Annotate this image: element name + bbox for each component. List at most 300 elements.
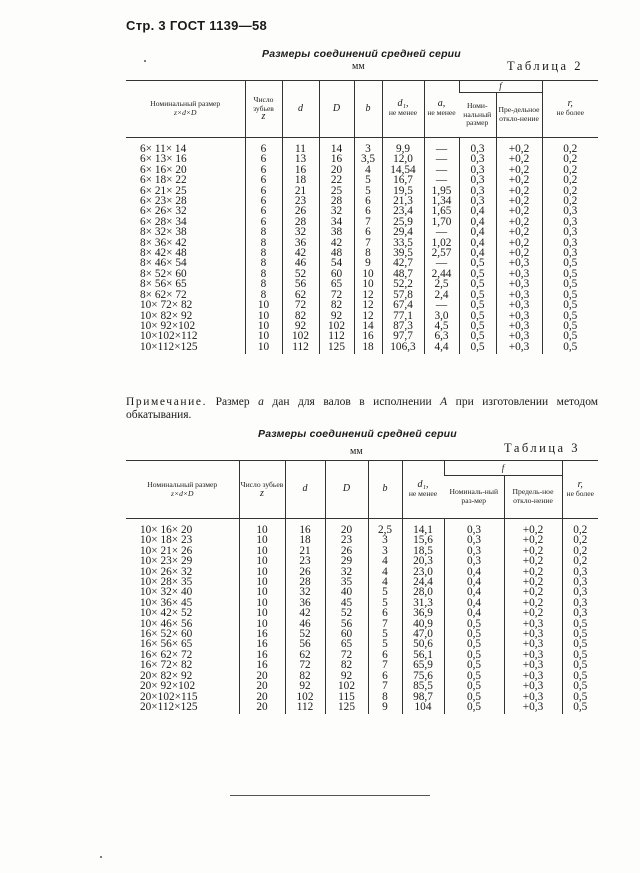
b-cell: 8: [368, 692, 402, 702]
col-D-header: D: [319, 81, 354, 138]
b-cell: 5: [368, 587, 402, 597]
a-cell: —: [424, 258, 459, 268]
col-d1-header: d₁, не менее: [402, 461, 444, 519]
D-cell: 45: [325, 598, 368, 608]
r-cell: 0,2: [562, 546, 598, 556]
teeth-cell: 10: [245, 311, 282, 321]
col-d1-header: d₁, не менее: [382, 81, 424, 138]
d1-cell: 21,3: [382, 196, 424, 206]
d-cell: 36: [282, 238, 319, 248]
b-cell: 2,5: [368, 519, 402, 536]
d-cell: 28: [282, 217, 319, 227]
d-cell: 52: [285, 629, 325, 639]
b-cell: 6: [354, 196, 382, 206]
f-deviation-cell: +0,2: [504, 535, 562, 545]
nominal-cell: 10× 82× 92: [140, 309, 193, 322]
nominal-cell: 6× 28× 34: [140, 215, 187, 228]
col-f-deviation-header: Пре-дельное откло-нение: [496, 93, 542, 138]
r-cell: 0,5: [562, 629, 598, 639]
a-cell: —: [424, 300, 459, 310]
d-cell: 16: [285, 519, 325, 536]
f-nominal-cell: 0,5: [459, 331, 496, 341]
f-deviation-cell: +0,3: [504, 629, 562, 639]
a-cell: —: [424, 165, 459, 175]
D-cell: 112: [319, 331, 354, 341]
teeth-cell: 10: [239, 519, 285, 536]
f-nominal-cell: 0,4: [444, 567, 504, 577]
nominal-cell: 10× 46× 56: [140, 617, 193, 630]
b-cell: 7: [354, 238, 382, 248]
d1-cell: 28,0: [402, 587, 444, 597]
f-nominal-cell: 0,3: [459, 186, 496, 196]
d1-cell: 67,4: [382, 300, 424, 310]
table3-unit: мм: [350, 446, 363, 457]
f-deviation-cell: +0,2: [504, 587, 562, 597]
b-cell: 4: [368, 556, 402, 566]
teeth-cell: 16: [239, 650, 285, 660]
d1-cell: 97,7: [382, 331, 424, 341]
col-b-header: b: [354, 81, 382, 138]
r-cell: 0,5: [562, 650, 598, 660]
nominal-cell: 6× 16× 20: [140, 163, 187, 176]
r-cell: 0,2: [542, 165, 598, 175]
table3-label: Таблица 3: [504, 441, 580, 455]
f-nominal-cell: 0,5: [444, 671, 504, 681]
f-nominal-cell: 0,3: [444, 519, 504, 536]
table3: [126, 460, 598, 714]
r-cell: 0,2: [542, 154, 598, 164]
D-cell: 102: [325, 681, 368, 691]
d-cell: 72: [285, 660, 325, 670]
b-cell: 7: [354, 217, 382, 227]
f-deviation-cell: +0,3: [504, 639, 562, 649]
nominal-cell: 10× 18× 23: [140, 534, 193, 547]
d-cell: 92: [285, 681, 325, 691]
note-lead: Примечание.: [126, 396, 208, 408]
r-cell: 0,3: [562, 577, 598, 587]
r-cell: 0,3: [562, 598, 598, 608]
teeth-cell: 10: [245, 342, 282, 354]
f-nominal-cell: 0,5: [444, 639, 504, 649]
d-cell: 46: [285, 619, 325, 629]
f-nominal-cell: 0,3: [459, 138, 496, 155]
D-cell: 14: [319, 138, 354, 155]
table2-note: [126, 396, 598, 422]
table-row: [126, 681, 598, 691]
nominal-cell: 16× 56× 65: [140, 638, 193, 651]
d1-cell: 65,9: [402, 660, 444, 670]
b-cell: 5: [354, 175, 382, 185]
r-cell: 0,3: [542, 217, 598, 227]
nominal-cell: 16× 52× 60: [140, 628, 193, 641]
f-deviation-cell: +0,2: [496, 186, 542, 196]
f-nominal-cell: 0,5: [459, 342, 496, 354]
d1-cell: 40,9: [402, 619, 444, 629]
d-cell: 42: [282, 248, 319, 258]
b-cell: 3: [368, 535, 402, 545]
table2-unit: мм: [352, 61, 365, 72]
teeth-cell: 8: [245, 269, 282, 279]
f-deviation-cell: +0,3: [496, 290, 542, 300]
r-cell: 0,2: [542, 186, 598, 196]
f-deviation-cell: +0,2: [504, 546, 562, 556]
nominal-cell: 8× 52× 60: [140, 267, 187, 280]
d-cell: 52: [282, 269, 319, 279]
teeth-cell: 6: [245, 154, 282, 164]
d-cell: 102: [285, 692, 325, 702]
b-cell: 10: [354, 269, 382, 279]
note-text: дан для валов в исполнении: [263, 396, 441, 408]
D-cell: 92: [319, 311, 354, 321]
D-cell: 65: [319, 279, 354, 289]
b-cell: 12: [354, 290, 382, 300]
f-nominal-cell: 0,5: [444, 692, 504, 702]
col-d-header: d: [285, 461, 325, 519]
f-nominal-cell: 0,4: [459, 206, 496, 216]
D-cell: 72: [319, 290, 354, 300]
f-nominal-cell: 0,5: [444, 702, 504, 714]
d-cell: 46: [282, 258, 319, 268]
d1-cell: 47,0: [402, 629, 444, 639]
col-d-header: d: [282, 81, 319, 138]
col-D-header: D: [325, 461, 368, 519]
nominal-cell: 6× 11× 14: [140, 143, 187, 155]
teeth-cell: 8: [245, 227, 282, 237]
d1-cell: 31,3: [402, 598, 444, 608]
D-cell: 35: [325, 577, 368, 587]
f-deviation-cell: +0,2: [504, 519, 562, 536]
f-deviation-cell: +0,3: [504, 681, 562, 691]
d1-cell: 42,7: [382, 258, 424, 268]
col-teeth-header: Число зубьев z: [245, 81, 282, 138]
nominal-cell: 10× 72× 82: [140, 299, 193, 312]
teeth-cell: 10: [245, 321, 282, 331]
D-cell: 56: [325, 619, 368, 629]
d1-cell: 23,4: [382, 206, 424, 216]
r-cell: 0,2: [542, 196, 598, 206]
nominal-cell: 8× 36× 42: [140, 236, 187, 249]
d-cell: 82: [282, 311, 319, 321]
table-row: [126, 300, 598, 310]
r-cell: 0,2: [562, 519, 598, 536]
a-cell: 2,57: [424, 248, 459, 258]
D-cell: 20: [319, 165, 354, 175]
table-row: [126, 138, 598, 155]
teeth-cell: 16: [239, 629, 285, 639]
b-cell: 14: [354, 321, 382, 331]
d1-cell: 48,7: [382, 269, 424, 279]
col-nominal-header: Номинальный размер z×d×D: [126, 81, 245, 138]
b-cell: 4: [368, 577, 402, 587]
f-nominal-cell: 0,5: [459, 311, 496, 321]
note-symbol-a: a: [258, 396, 264, 408]
d-cell: 72: [282, 300, 319, 310]
b-cell: 16: [354, 331, 382, 341]
teeth-cell: 10: [239, 598, 285, 608]
D-cell: 34: [319, 217, 354, 227]
r-cell: 0,3: [542, 238, 598, 248]
col-f-header: f: [459, 81, 542, 93]
d1-cell: 85,5: [402, 681, 444, 691]
f-deviation-cell: +0,2: [496, 227, 542, 237]
f-nominal-cell: 0,4: [459, 248, 496, 258]
print-speck: [144, 60, 146, 62]
b-cell: 7: [368, 681, 402, 691]
teeth-cell: 8: [245, 279, 282, 289]
d-cell: 36: [285, 598, 325, 608]
r-cell: 0,5: [542, 331, 598, 341]
nominal-cell: 10× 21× 26: [140, 544, 193, 557]
teeth-cell: 6: [245, 165, 282, 175]
d1-cell: 50,6: [402, 639, 444, 649]
b-cell: 12: [354, 300, 382, 310]
print-speck: [100, 856, 102, 858]
r-cell: 0,5: [542, 258, 598, 268]
r-cell: 0,5: [542, 269, 598, 279]
b-cell: 8: [354, 248, 382, 258]
teeth-cell: 20: [239, 671, 285, 681]
f-nominal-cell: 0,4: [459, 217, 496, 227]
d-cell: 21: [285, 546, 325, 556]
b-cell: 6: [368, 671, 402, 681]
d1-cell: 29,4: [382, 227, 424, 237]
page-header: Стр. 3 ГОСТ 1139—58: [126, 18, 268, 33]
r-cell: 0,3: [542, 248, 598, 258]
d-cell: 102: [282, 331, 319, 341]
nominal-cell: 16× 62× 72: [140, 648, 193, 661]
D-cell: 22: [319, 175, 354, 185]
f-nominal-cell: 0,5: [459, 279, 496, 289]
nominal-cell: 10× 42× 52: [140, 607, 193, 620]
teeth-cell: 6: [245, 186, 282, 196]
nominal-cell: 8× 62× 72: [140, 288, 187, 301]
col-a-header: a, не менее: [424, 81, 459, 138]
note-symbol-A: А: [440, 396, 448, 408]
d1-cell: 36,9: [402, 608, 444, 618]
teeth-cell: 8: [245, 258, 282, 268]
col-r-header: r, не более: [542, 81, 598, 138]
table2: [126, 80, 598, 354]
b-cell: 9: [368, 702, 402, 714]
f-nominal-cell: 0,5: [459, 300, 496, 310]
d-cell: 56: [282, 279, 319, 289]
teeth-cell: 8: [245, 238, 282, 248]
d-cell: 42: [285, 608, 325, 618]
f-deviation-cell: +0,3: [496, 300, 542, 310]
d-cell: 112: [285, 702, 325, 714]
f-deviation-cell: +0,2: [504, 567, 562, 577]
D-cell: 48: [319, 248, 354, 258]
f-deviation-cell: +0,3: [496, 331, 542, 341]
r-cell: 0,5: [542, 300, 598, 310]
table3-body: [126, 519, 598, 715]
D-cell: 125: [325, 702, 368, 714]
col-b-header: b: [368, 461, 402, 519]
r-cell: 0,5: [542, 279, 598, 289]
b-cell: 6: [354, 206, 382, 216]
D-cell: 40: [325, 587, 368, 597]
nominal-cell: 6× 18× 22: [140, 174, 187, 187]
d1-cell: 19,5: [382, 186, 424, 196]
f-deviation-cell: +0,2: [496, 206, 542, 216]
a-cell: 2,4: [424, 290, 459, 300]
D-cell: 82: [319, 300, 354, 310]
a-cell: 1,95: [424, 186, 459, 196]
teeth-cell: 6: [245, 217, 282, 227]
f-nominal-cell: 0,5: [459, 258, 496, 268]
table3-title: Размеры соединений средней серии: [258, 428, 457, 440]
r-cell: 0,5: [542, 342, 598, 354]
d-cell: 18: [285, 535, 325, 545]
f-deviation-cell: +0,2: [496, 196, 542, 206]
f-deviation-cell: +0,3: [504, 671, 562, 681]
table2-title: Размеры соединений средней серии: [262, 48, 461, 60]
f-deviation-cell: +0,2: [504, 577, 562, 587]
D-cell: 26: [325, 546, 368, 556]
a-cell: 2,44: [424, 269, 459, 279]
f-nominal-cell: 0,4: [444, 598, 504, 608]
table-row: [126, 702, 598, 714]
nominal-cell: 10×112×125: [140, 340, 198, 353]
d-cell: 16: [282, 165, 319, 175]
d1-cell: 75,6: [402, 671, 444, 681]
r-cell: 0,3: [542, 206, 598, 216]
teeth-cell: 10: [239, 567, 285, 577]
teeth-cell: 16: [239, 660, 285, 670]
f-nominal-cell: 0,5: [444, 650, 504, 660]
r-cell: 0,5: [562, 681, 598, 691]
nominal-cell: 20×112×125: [140, 700, 198, 713]
d1-cell: 15,6: [402, 535, 444, 545]
r-cell: 0,5: [562, 692, 598, 702]
col-f-nominal-header: Номи-нальный размер: [459, 93, 496, 138]
teeth-cell: 20: [239, 681, 285, 691]
d-cell: 23: [282, 196, 319, 206]
d1-cell: 16,7: [382, 175, 424, 185]
teeth-cell: 16: [239, 639, 285, 649]
D-cell: 38: [319, 227, 354, 237]
f-nominal-cell: 0,5: [459, 269, 496, 279]
d-cell: 28: [285, 577, 325, 587]
b-cell: 10: [354, 279, 382, 289]
f-deviation-cell: +0,3: [496, 258, 542, 268]
teeth-cell: 10: [245, 331, 282, 341]
note-text: при изготовлении методом обкатывания.: [126, 396, 599, 421]
f-nominal-cell: 0,5: [444, 660, 504, 670]
a-cell: 3,0: [424, 311, 459, 321]
b-cell: 6: [368, 608, 402, 618]
f-deviation-cell: +0,2: [496, 238, 542, 248]
f-deviation-cell: +0,3: [496, 321, 542, 331]
b-cell: 4: [368, 567, 402, 577]
table-row: [126, 519, 598, 536]
f-deviation-cell: +0,3: [504, 692, 562, 702]
nominal-cell: 10× 28× 35: [140, 576, 193, 589]
d-cell: 56: [285, 639, 325, 649]
teeth-cell: 10: [239, 577, 285, 587]
d1-cell: 104: [402, 702, 444, 714]
d1-cell: 24,4: [402, 577, 444, 587]
f-deviation-cell: +0,3: [496, 311, 542, 321]
r-cell: 0,5: [562, 702, 598, 714]
f-nominal-cell: 0,4: [444, 608, 504, 618]
b-cell: 9: [354, 258, 382, 268]
nominal-cell: 6× 26× 32: [140, 205, 187, 218]
b-cell: 5: [368, 598, 402, 608]
nominal-cell: 8× 42× 48: [140, 247, 187, 260]
teeth-cell: 8: [245, 248, 282, 258]
d1-cell: 87,3: [382, 321, 424, 331]
f-deviation-cell: +0,2: [496, 165, 542, 175]
table2-label: Таблица 2: [507, 59, 583, 73]
nominal-cell: 20× 82× 92: [140, 669, 193, 682]
r-cell: 0,3: [562, 567, 598, 577]
f-deviation-cell: +0,2: [496, 154, 542, 164]
f-deviation-cell: +0,3: [496, 279, 542, 289]
D-cell: 102: [319, 321, 354, 331]
r-cell: 0,3: [542, 227, 598, 237]
a-cell: 1,02: [424, 238, 459, 248]
D-cell: 42: [319, 238, 354, 248]
f-nominal-cell: 0,4: [444, 577, 504, 587]
nominal-cell: 6× 21× 25: [140, 184, 187, 197]
nominal-cell: 8× 46× 54: [140, 257, 187, 270]
b-cell: 5: [368, 639, 402, 649]
nominal-cell: 20×102×115: [140, 690, 198, 703]
nominal-cell: 8× 32× 38: [140, 226, 187, 239]
table-row: [126, 342, 598, 354]
D-cell: 115: [325, 692, 368, 702]
D-cell: 29: [325, 556, 368, 566]
d1-cell: 77,1: [382, 311, 424, 321]
table2-body: [126, 138, 598, 355]
col-f-header: f: [444, 461, 562, 476]
d1-cell: 20,3: [402, 556, 444, 566]
D-cell: 20: [325, 519, 368, 536]
f-deviation-cell: +0,2: [496, 175, 542, 185]
D-cell: 60: [319, 269, 354, 279]
nominal-cell: 10× 92×102: [140, 319, 196, 332]
f-nominal-cell: 0,3: [444, 535, 504, 545]
b-cell: 7: [368, 660, 402, 670]
d1-cell: 9,9: [382, 138, 424, 155]
nominal-cell: 6× 23× 28: [140, 195, 187, 208]
r-cell: 0,5: [562, 619, 598, 629]
teeth-cell: 20: [239, 692, 285, 702]
f-deviation-cell: +0,3: [496, 269, 542, 279]
D-cell: 23: [325, 535, 368, 545]
d-cell: 32: [285, 587, 325, 597]
d-cell: 11: [282, 138, 319, 155]
a-cell: —: [424, 227, 459, 237]
d1-cell: 14,54: [382, 165, 424, 175]
f-nominal-cell: 0,5: [444, 681, 504, 691]
teeth-cell: 6: [245, 175, 282, 185]
teeth-cell: 8: [245, 290, 282, 300]
D-cell: 28: [319, 196, 354, 206]
r-cell: 0,2: [562, 556, 598, 566]
nominal-cell: 10× 36× 45: [140, 596, 193, 609]
a-cell: —: [424, 175, 459, 185]
d-cell: 18: [282, 175, 319, 185]
teeth-cell: 6: [245, 138, 282, 155]
b-cell: 12: [354, 311, 382, 321]
d1-cell: 56,1: [402, 650, 444, 660]
d1-cell: 57,8: [382, 290, 424, 300]
d1-cell: 39,5: [382, 248, 424, 258]
teeth-cell: 10: [239, 619, 285, 629]
r-cell: 0,5: [562, 671, 598, 681]
